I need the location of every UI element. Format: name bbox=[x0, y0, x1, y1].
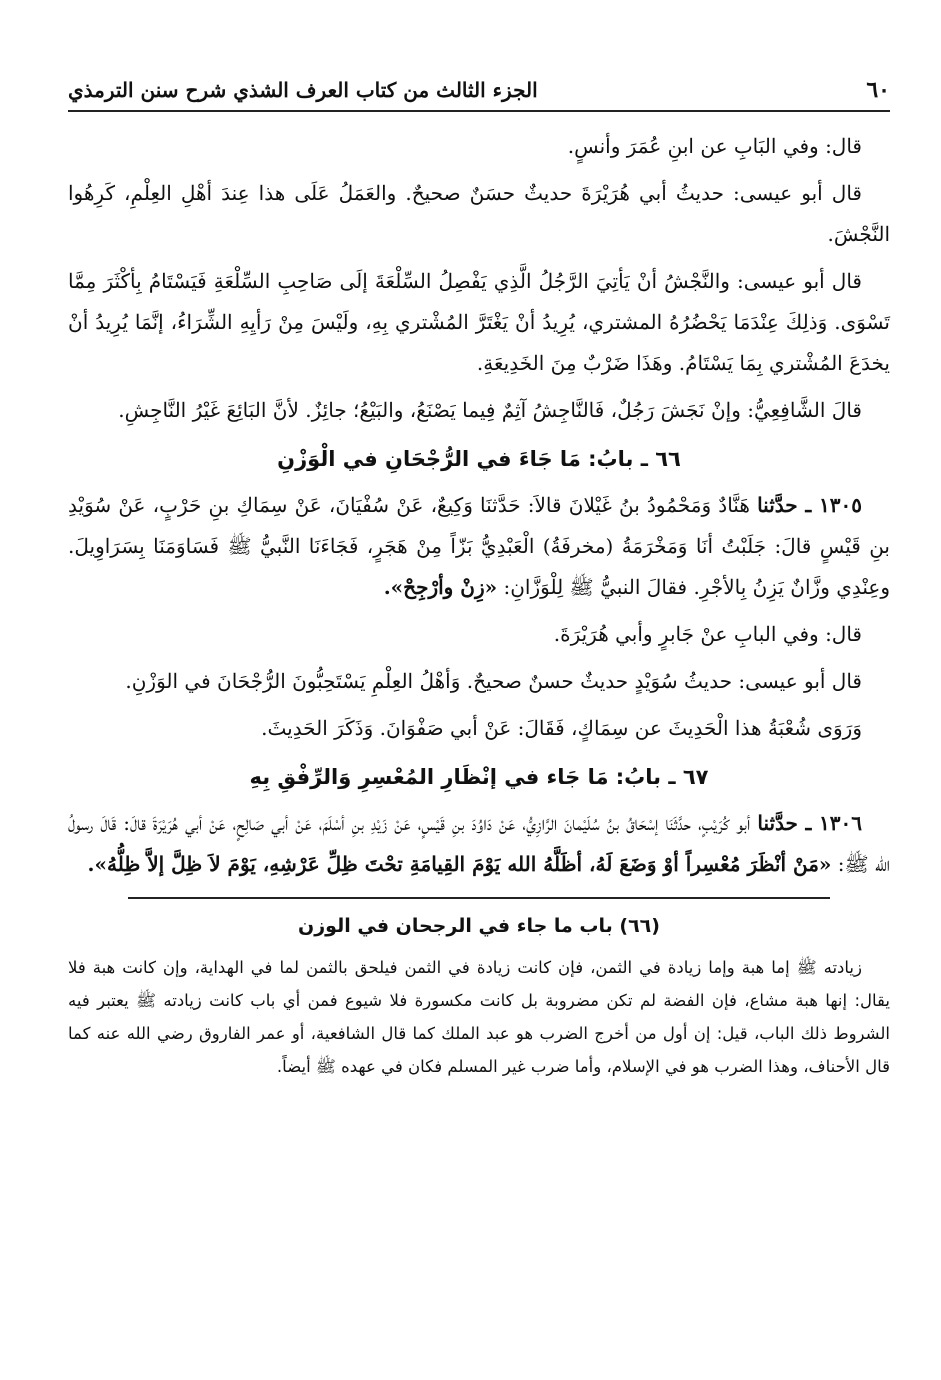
paragraph: قال أبو عيسى: حديثُ أبي هُرَيْرَةَ حديثٌ حسَنٌ صحيحٌ. والعَمَلُ عَلَى هذا عِندَ أهْلِ العِلْمِ، كَرِهُوا النَّجْشَ. bbox=[68, 181, 890, 246]
chapter-title: ٦٦ ـ بابُ: مَا جَاءَ في الرُّجْحَانِ في الْوَزْنِ bbox=[277, 447, 681, 471]
paragraph: قال أبو عيسى: والنَّجْشُ أنْ يَأتِيَ الرَّجُلُ الَّذِي يَفْصِلُ السِّلْعَةَ إلَى صَاحِبِ السِّلْعَةِ فَيَسْتَامُ بِأكْثَرَ مِمَّا تَسْوَى. وَذلِكَ عِنْدَمَا يَحْضُرُهُ المشتري، يُرِيدُ أنْ يَغْتَرَّ المُشْتري بِهِ، ولَيْسَ مِنْ رَأيِهِ الشِّرَاءُ، إنَّمَا يُرِيدُ أنْ يخدَعَ المُشْتري بِمَا يَسْتَامُ. وهَذَا ضَرْبٌ مِنَ الخَدِيعَةِ. bbox=[68, 269, 890, 375]
commentary-text: زيادته ﷺ إما هبة وإما زيادة في الثمن، فإن كانت زيادة في الثمن فيلحق بالثمن لما في الهداية، وإن كانت هبة فلا يقال: إنها هبة مشاع، فإن الفضة لم تكن مضروبة بل كانت مكسورة فلا شيوع فمن أي باب كانت زيادته ﷺ يعتبر فيه الشروط ذلك الباب، قيل: إن أول من أخرج الضرب هو عبد الملك كما قال الشافعية، أو عمر الفاروق رضي الله عنه كما قال الأحناف، وهذا الضرب هو في الإسلام، وأما ضرب غير المسلم فكان في عهده ﷺ أيضاً. bbox=[68, 958, 890, 1076]
page-number: ٦٠ bbox=[866, 77, 890, 103]
hadith-paragraph bbox=[68, 485, 890, 608]
hadith-paragraph bbox=[68, 803, 890, 885]
hadith-text: هَنَّادٌ وَمَحْمُودُ بنُ غَيْلانَ قالاَ: حَدَّثنَا وَكِيعٌ، عَنْ سُفْيَانَ، عَنْ سِمَاكِ بنِ حَرْبٍ، عَنْ سُوَيْدِ بنِ قَيْسٍ قالَ: جَلَبْتُ أنَا وَمَخْرَمَةُ (مخرفَةُ) الْعَبْدِيُّ بَزّاً مِنْ هَجَرٍ، فَجَاءَنَا النَّبيُّ ﷺ فَسَاوَمَنَا بِسَرَاوِيلَ. وعِنْدِي وزَّانٌ يَزِنُ بِالأجْرِ. فقالَ النبيُّ ﷺ لِلْوَزَّانِ: bbox=[68, 493, 890, 599]
running-header bbox=[68, 70, 890, 112]
paragraph: قالَ الشَّافِعِيُّ: وإنْ نَجَشَ رَجُلٌ، فَالنَّاجِشُ آثِمٌ فِيما يَصْنَعُ، والبَيْعُ؛ جائِزٌ. لأنَّ البَائِعَ غَيْرُ النَّاجِشِ. bbox=[118, 398, 862, 422]
document-page bbox=[68, 70, 890, 1360]
commentary-title: (٦٦) باب ما جاء في الرجحان في الوزن bbox=[298, 915, 660, 937]
commentary-section bbox=[68, 909, 890, 1083]
hadith-number: ١٣٠٥ ـ حدَّثنا bbox=[757, 493, 863, 517]
book-title: الجزء الثالث من كتاب العرف الشذي شرح سنن الترمذي bbox=[68, 78, 538, 102]
main-text bbox=[68, 126, 890, 885]
hadith-number: ١٣٠٦ ـ حدَّثنا bbox=[757, 811, 862, 835]
paragraph: وَرَوَى شُعْبَةُ هذا الْحَدِيثَ عن سِمَاكٍ، فَقَالَ: عَنْ أبي صَفْوَانَ. وَذَكَرَ الحَدِيثَ. bbox=[261, 716, 862, 740]
hadith-quote: «زِنْ وأرْجِحْ». bbox=[383, 575, 498, 599]
footnote-separator bbox=[128, 897, 830, 899]
hadith-text: أبو كُرَيْبٍ، حدَّثَنَا إسْحَاقُ بنُ سُلَيْمانَ الرَّازِيُّ، عَنْ دَاوُدَ بنِ قَيْسٍ، عَنْ زَيْدِ بنِ أسْلَمَ، عَنْ أبي صَالِحٍ، عَنْ أبي هُرَيْرَةَ قالَ: قَالَ رسولُ الله ﷺ: bbox=[68, 811, 890, 876]
chapter-title: ٦٧ ـ بابُ: مَا جَاء في إنْظَارِ المُعْسِرِ وَالرِّفْقِ بِهِ bbox=[249, 765, 709, 789]
paragraph: قال: وفي البابِ عنْ جَابرٍ وأبي هُرَيْرَةَ. bbox=[553, 622, 862, 646]
hadith-quote: «مَنْ أنْظَرَ مُعْسِراً أوْ وَضَعَ لَهُ، أظَلَّهُ الله يَوْمَ القِيامَةِ تحْتَ ظِلِّ عَرْشِهِ، يَوْمَ لاَ ظِلَّ إلاَّ ظِلُّهُ». bbox=[87, 852, 832, 876]
paragraph: قال أبو عيسى: حديثُ سُوَيْدٍ حديثٌ حسنٌ صحيحٌ. وَأهْلُ العِلْمِ يَسْتَحِبُّونَ الرُّجْحَانَ في الوَزْنِ. bbox=[125, 669, 862, 693]
paragraph: قال: وفي البَابِ عن ابنِ عُمَرَ وأنسٍ. bbox=[567, 134, 862, 158]
